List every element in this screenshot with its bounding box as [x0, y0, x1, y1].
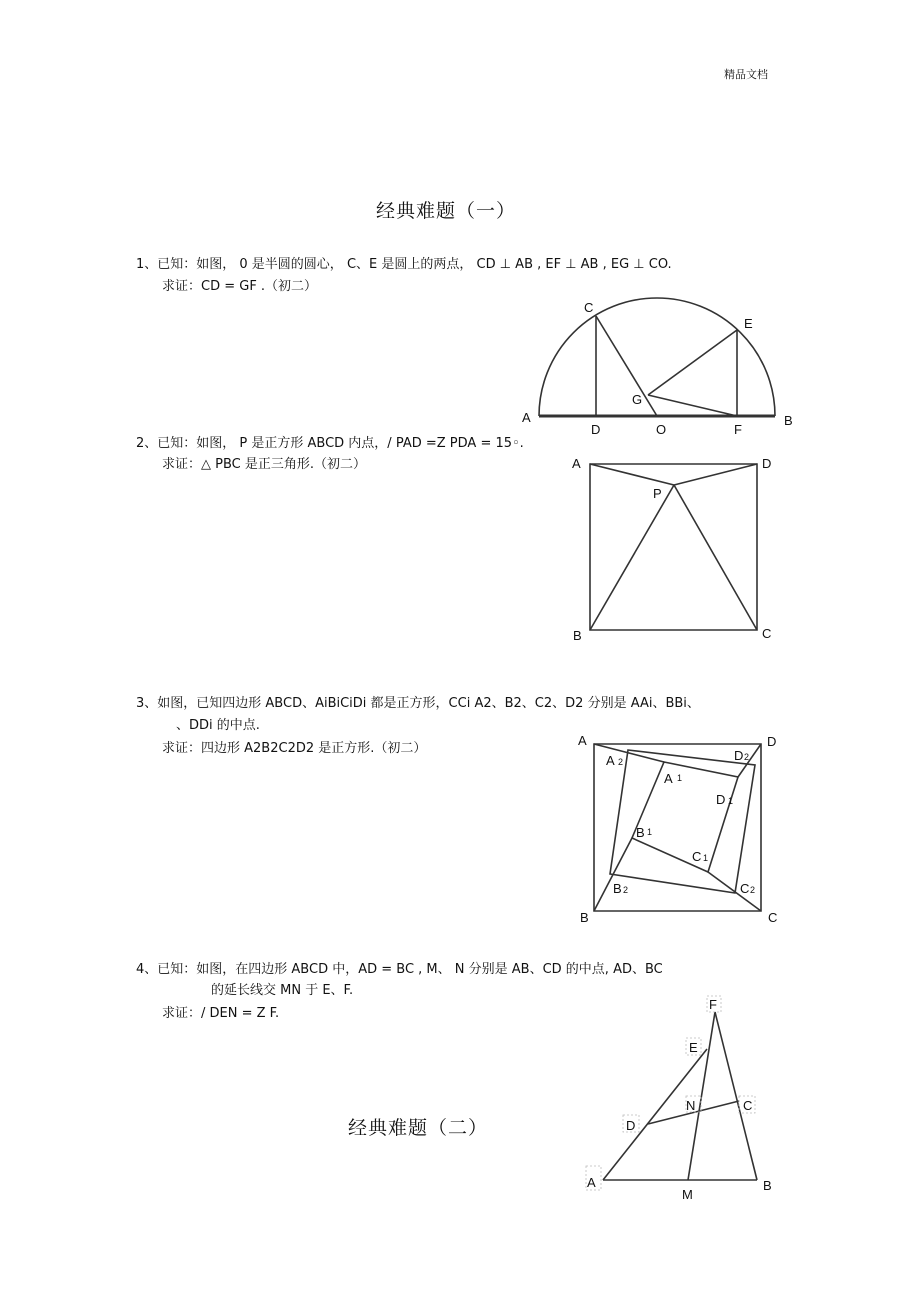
segment-PD — [674, 464, 757, 485]
label-C: C — [584, 300, 594, 315]
label-F: F — [734, 422, 742, 437]
label-D2: D — [734, 748, 744, 763]
segment-EG — [648, 330, 737, 395]
problem-4-statement-cont: 的延长线交 MN 于 E、F. — [211, 983, 354, 998]
problem-1-figure — [515, 290, 805, 440]
segment-PB — [590, 485, 674, 630]
label-A: A — [522, 410, 531, 425]
label-A2-sub: 2 — [618, 757, 624, 767]
label-E: E — [744, 316, 753, 331]
segment-GF — [648, 395, 737, 416]
segment-PC — [674, 485, 757, 630]
problem-3-figure — [570, 730, 785, 930]
page-header-label: 精品文档 — [724, 68, 768, 81]
problem-1-prove: 求证：CD = GF .（初二） — [162, 279, 318, 294]
label-D1-sub: 1 — [728, 796, 734, 806]
label-C2-sub: 2 — [750, 885, 756, 895]
label-E: E — [689, 1040, 698, 1055]
semicircle-arc — [539, 298, 775, 416]
label-G: G — [632, 392, 643, 407]
label-C: C — [768, 910, 778, 925]
label-B2-sub: 2 — [623, 885, 629, 895]
square-A1B1C1D1 — [632, 762, 738, 872]
label-C1-sub: 1 — [703, 853, 709, 863]
label-D: D — [762, 456, 772, 471]
label-B: B — [784, 413, 793, 428]
problem-4-statement: 4、已知：如图，在四边形 ABCD 中，AD = BC , M、 N 分别是 AB、CD 的中点, AD、BC — [136, 962, 663, 977]
label-N: N — [686, 1098, 696, 1113]
label-C2: C — [740, 881, 750, 896]
problem-3-prove: 求证：四边形 A2B2C2D2 是正方形.（初二） — [162, 741, 427, 756]
label-C1: C — [692, 849, 702, 864]
label-P: P — [653, 486, 662, 501]
problem-3-statement-cont: 、DDi 的中点. — [176, 718, 260, 733]
square-ABCD — [590, 464, 757, 630]
label-A: A — [578, 733, 587, 748]
label-O: O — [656, 422, 667, 437]
label-B: B — [573, 628, 582, 643]
label-M: M — [682, 1187, 693, 1202]
label-B1-sub: 1 — [647, 827, 653, 837]
label-D: D — [591, 422, 601, 437]
label-B: B — [763, 1178, 772, 1193]
section-title-1: 经典难题（一） — [376, 200, 517, 222]
segment-PA — [590, 464, 674, 485]
problem-3-statement: 3、如图，已知四边形 ABCD、AiBiCiDi 都是正方形，CCi A2、B2、C2、D2 分别是 AAi、BBi、 — [136, 696, 700, 711]
segment-MF — [688, 1012, 715, 1180]
problem-1-statement: 1、已知：如图， 0 是半圆的圆心， C、E 是圆上的两点， CD ⊥ AB , EF ⊥ AB , EG ⊥ CO. — [136, 257, 672, 272]
problem-2-figure — [565, 450, 780, 650]
label-A1-sub: 1 — [677, 773, 683, 783]
label-C: C — [743, 1098, 753, 1113]
label-D: D — [626, 1118, 636, 1133]
label-B1: B — [636, 825, 645, 840]
square-A2B2C2D2 — [610, 750, 755, 893]
problem-4-prove: 求证：/ DEN = Z F. — [162, 1006, 280, 1021]
problem-2-statement: 2、已知：如图， P 是正方形 ABCD 内点，/ PAD =Z PDA = 15◦. — [136, 436, 524, 451]
label-A: A — [587, 1175, 596, 1190]
problem-2-prove: 求证：△ PBC 是正三角形.（初二） — [162, 457, 367, 472]
label-F: F — [709, 997, 717, 1012]
section-title-2: 经典难题（二） — [348, 1117, 489, 1139]
label-A2: A — [606, 753, 615, 768]
label-D: D — [767, 734, 777, 749]
label-B2: B — [613, 881, 622, 896]
segment-BF — [715, 1012, 757, 1180]
segment-CO — [596, 316, 657, 416]
problem-4-figure — [580, 990, 780, 1205]
label-D1: D — [716, 792, 726, 807]
label-A1: A — [664, 771, 673, 786]
label-A: A — [572, 456, 581, 471]
label-C: C — [762, 626, 772, 641]
label-B: B — [580, 910, 589, 925]
label-D2-sub: 2 — [744, 752, 750, 762]
